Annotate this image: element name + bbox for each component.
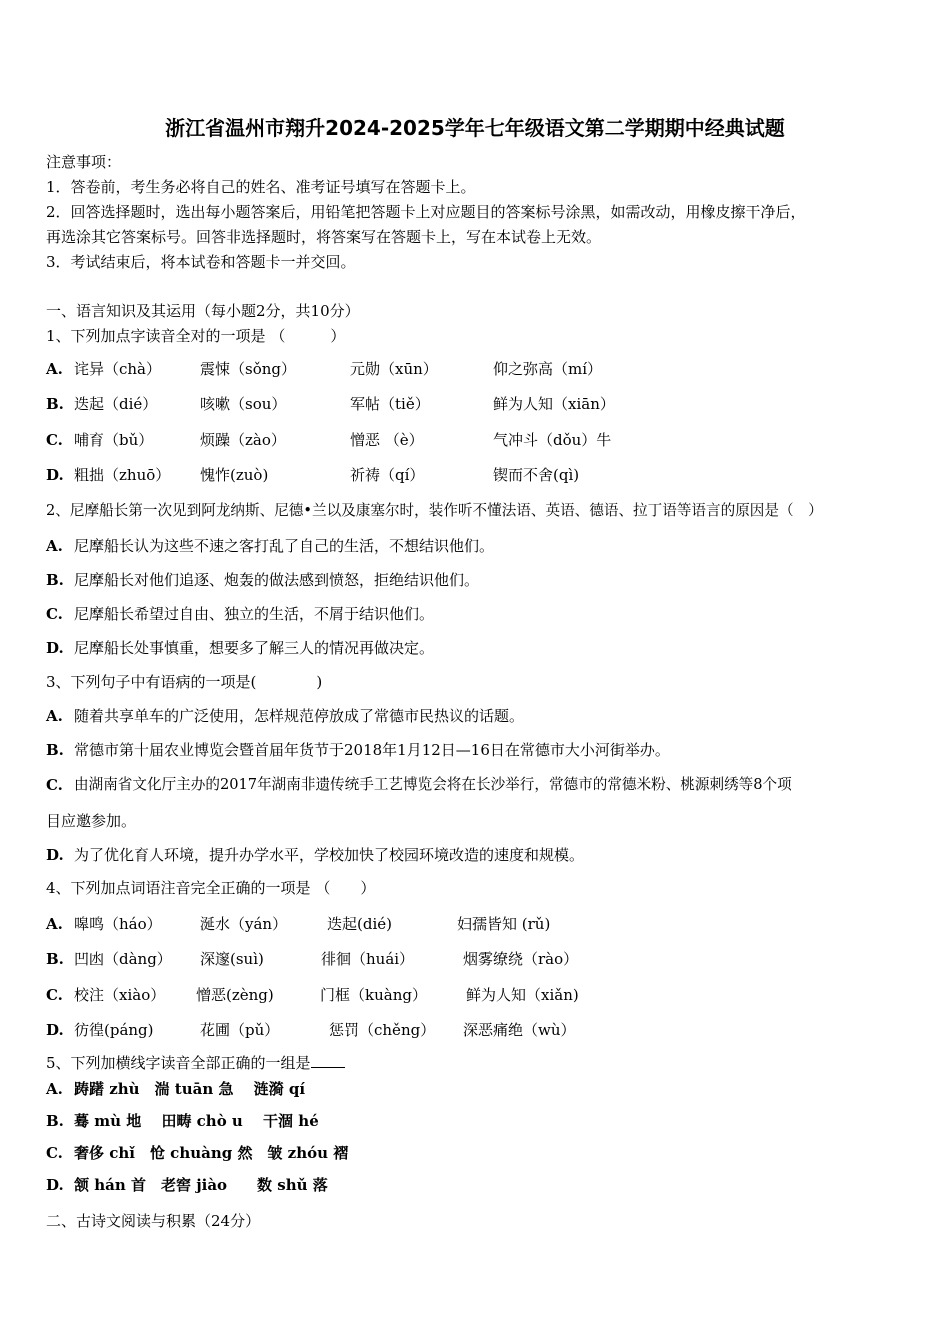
notice-item: 3．考试结束后，将本试卷和答题卡一并交回。 [46, 253, 356, 271]
question-stem [46, 1053, 345, 1073]
option-item: 愧怍(zuò) [200, 466, 269, 484]
option-item: 震悚（sǒng） [200, 360, 296, 378]
option-text-continued: 目应邀参加。 [46, 812, 137, 830]
option-item: 锲而不舍(qì) [493, 466, 580, 484]
option-text: 由湖南省文化厅主办的2017年湖南非遗传统手工艺博览会将在长沙举行，常德市的常德米粉、桃源刺绣等8个项 [74, 776, 792, 793]
option-item: 门框（kuàng） [320, 986, 427, 1004]
option-text: 踌躇 zhù 湍 tuān 急 涟漪 qí [74, 1080, 306, 1098]
option-label: A. [46, 537, 63, 555]
option-text: 尼摩船长认为这些不速之客打乱了自己的生活，不想结识他们。 [74, 537, 495, 555]
notice-item: 2．回答选择题时，选出每小题答案后，用铅笔把答题卡上对应题目的答案标号涂黑，如需改动，用橡皮擦干净后， [46, 203, 806, 221]
option-label: B. [46, 741, 64, 759]
option-item: 彷徨(páng) [74, 1021, 154, 1039]
option-label: A. [46, 360, 63, 378]
option-label: C. [46, 1144, 63, 1162]
option-item: 憎恶 （è） [350, 431, 424, 449]
option-text: 尼摩船长对他们追逐、炮轰的做法感到愤怒，拒绝结识他们。 [74, 571, 480, 589]
option-item: 憎恶(zèng) [196, 986, 274, 1004]
option-label: C. [46, 431, 63, 449]
option-label: A. [46, 1080, 63, 1098]
option-item: 鲜为人知（xiǎn) [466, 986, 579, 1004]
option-item: 气冲斗（dǒu）牛 [493, 431, 612, 449]
section-heading: 二、古诗文阅读与积累（24分） [46, 1212, 261, 1230]
option-item: 仰之弥高（mí） [493, 360, 603, 378]
option-item: 惩罚（chěng） [329, 1021, 436, 1039]
option-text: 随着共享单车的广泛使用，怎样规范停放成了常德市民热议的话题。 [74, 707, 525, 725]
option-label: B. [46, 1112, 64, 1130]
option-item: 元勋（xūn） [350, 360, 438, 378]
option-item: 祈祷（qí） [350, 466, 425, 484]
option-item: 校注（xiào） [74, 986, 166, 1004]
option-label: C. [46, 986, 63, 1004]
option-item: 粗拙（zhuō） [74, 466, 171, 484]
question-stem: 2、尼摩船长第一次见到阿龙纳斯、尼德•兰以及康塞尔时，装作听不懂法语、英语、德语、拉丁语等语言的原因是（ ） [46, 502, 823, 519]
question-stem: 3、下列句子中有语病的一项是( ) [46, 673, 323, 691]
answer-blank [311, 1053, 345, 1068]
notice-heading: 注意事项： [46, 153, 122, 171]
option-item: 哺育（bǔ） [74, 431, 154, 449]
option-text: 为了优化育人环境，提升办学水平，学校加快了校园环境改造的速度和规模。 [74, 846, 585, 864]
option-label: C. [46, 776, 63, 794]
option-label: D. [46, 1176, 64, 1194]
section-heading: 一、语言知识及其运用（每小题2分，共10分） [46, 302, 360, 320]
option-item: 军帖（tiě） [350, 395, 430, 413]
option-text: 颔 hán 首 老窖 jiào 数 shǔ 落 [74, 1176, 328, 1194]
option-item: 深恶痛绝（wù） [463, 1021, 576, 1039]
option-item: 涎水（yán） [200, 915, 288, 933]
notice-item: 1．答卷前，考生务必将自己的姓名、准考证号填写在答题卡上。 [46, 178, 476, 196]
option-item: 深邃(suì) [200, 950, 264, 968]
option-item: 迭起(dié) [327, 915, 392, 933]
option-label: D. [46, 1021, 64, 1039]
question-stem: 1、下列加点字读音全对的一项是 （ ） [46, 327, 346, 345]
option-label: D. [46, 639, 64, 657]
option-item: 花圃（pǔ） [200, 1021, 280, 1039]
option-item: 凹凼（dàng） [74, 950, 172, 968]
option-item: 咳嗽（sou） [200, 395, 287, 413]
option-item: 鲜为人知（xiān） [493, 395, 615, 413]
option-text: 蓦 mù 地 田畴 chò u 干涸 hé [74, 1112, 319, 1130]
option-item: 诧异（chà） [74, 360, 162, 378]
option-label: B. [46, 950, 64, 968]
option-label: B. [46, 571, 64, 589]
option-label: D. [46, 846, 64, 864]
option-item: 烟雾缭绕（rào） [463, 950, 579, 968]
option-item: 妇孺皆知 (rǔ) [457, 915, 551, 933]
notice-item: 再选涂其它答案标号。回答非选择题时，将答案写在答题卡上，写在本试卷上无效。 [46, 228, 602, 246]
option-item: 徘徊（huái） [321, 950, 415, 968]
option-label: B. [46, 395, 64, 413]
option-label: D. [46, 466, 64, 484]
option-text: 尼摩船长处事慎重，想要多了解三人的情况再做决定。 [74, 639, 435, 657]
page-title: 浙江省温州市翔升2024-2025学年七年级语文第二学期期中经典试题 [165, 116, 785, 140]
question-stem: 4、下列加点词语注音完全正确的一项是 （ ） [46, 879, 376, 897]
option-item: 烦躁（zào） [200, 431, 286, 449]
option-text: 奢侈 chǐ 怆 chuàng 然 皱 zhóu 褶 [74, 1144, 349, 1162]
option-item: 迭起（dié） [74, 395, 158, 413]
option-label: A. [46, 915, 63, 933]
option-label: A. [46, 707, 63, 725]
option-text: 尼摩船长希望过自由、独立的生活，不屑于结识他们。 [74, 605, 435, 623]
question-stem-text: 5、下列加横线字读音全部正确的一组是 [46, 1054, 311, 1072]
option-item: 嗥鸣（háo） [74, 915, 162, 933]
option-text: 常德市第十届农业博览会暨首届年货节于2018年1月12日—16日在常德市大小河街举办。 [74, 741, 670, 759]
option-label: C. [46, 605, 63, 623]
